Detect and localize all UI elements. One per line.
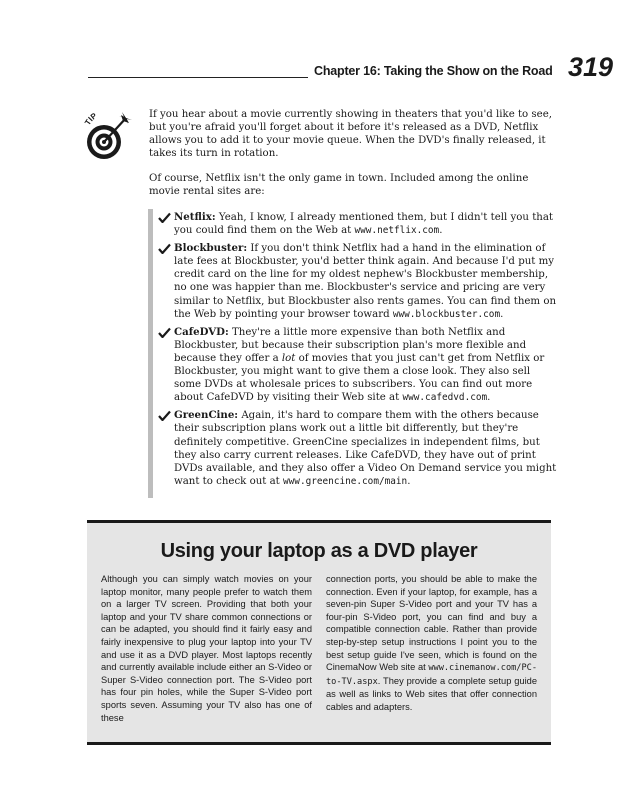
list-item-cafedvd: CafeDVD: They're a little more expensive than both Netflix and Blockbuster, but because their subscription plan's more flexible and because they offer a lot of movies that you just can't get from Netflix or Blockbuster, you might want to give them a close look. They also sell some DVDs at wholesale prices to subscribers. You can find out more about CafeDVD by visiting their Web site at www.cafedvd.com. [158, 326, 560, 405]
bullet-list-bar [148, 209, 153, 498]
svg-text:TIP [83, 111, 99, 127]
item-name: Blockbuster: [174, 242, 248, 255]
list-item-netflix: Netflix: Yeah, I know, I already mentioned them, but I didn't tell you that you could find them on the Web at www.netflix.com. [158, 211, 560, 237]
chapter-title: Chapter 16: Taking the Show on the Road [314, 64, 553, 78]
item-url: www.greencine.com/main [283, 475, 408, 487]
item-text: They're a little more expensive than both Netflix and Blockbuster, but because their subscription plan's more flexible and because they offer a [174, 326, 527, 364]
rental-sites-list [158, 211, 560, 493]
item-name: Netflix: [174, 211, 216, 223]
item-text: Yeah, I know, I already mentioned them, but I didn't tell you that you could find them on the Web at [174, 212, 554, 237]
header-rule [88, 77, 308, 78]
item-text: If you don't think Netflix had a hand in the elimination of late fees at Blockbuster, you'd better think again. And because I'd put my credit card on the line for my oldest nephew's Blockbuster membership, no one was happier than me. Blockbuster's service and pricing are very similar to Netflix, but Blockbuster also rents games. You can find them on the Web by pointing your browser toward [174, 243, 557, 320]
item-url: www.blockbuster.com [392, 308, 501, 320]
item-name: GreenCine: [174, 409, 239, 422]
sidebar-left-column: Although you can simply watch movies on your laptop monitor, many people prefer to watch them on a larger TV screen. Providing that both your laptop and your TV share common connections or can be adapted, you should find it fairly easy and fairly inexpensive to plug your laptop into your TV and use it as a DVD player. Most laptops recently and currently available include either an S-Video or Super S-Video connection port. The S-Video port has four pin holes, while the Super S-Video port sports seven. Assuming your TV also has one of these [101, 574, 312, 723]
checkmark-icon [158, 212, 171, 223]
intro-paragraph: Of course, Netflix isn't the only game in town. Included among the online movie rental sites are: [149, 173, 529, 198]
checkmark-icon [158, 243, 171, 254]
page-number: 319 [568, 52, 614, 82]
item-emphasis: lot [281, 352, 296, 364]
tip-paragraph: If you hear about a movie currently showing in theaters that you'd like to see, but you're afraid you'll forget about it before it's released as a DVD, Netflix allows you to add it to your movie queue. When the DVD's finally released, it takes its turn in rotation. [149, 109, 552, 160]
tip-target-icon [82, 106, 134, 166]
item-url: www.netflix.com [354, 225, 440, 237]
checkmark-icon [158, 327, 171, 338]
sidebar-box [87, 520, 551, 745]
list-item-greencine: GreenCine: Again, it's hard to compare them with the others because their subscription plans work out a little bit differently, but they're definitely competitive. GreenCine specializes in independent films, but they also carry current releases. Like CafeDVD, they have out of print DVDs available, and they also offer a Video On Demand service you might want to check out at www.greencine.com/main. [158, 409, 560, 488]
checkmark-icon [158, 410, 171, 421]
list-item-blockbuster: Blockbuster: If you don't think Netflix had a hand in the elimination of late fees at Blockbuster, you'd better think again. And because I'd put my credit card on the line for my oldest nephew's Blockbuster membership, no one was happier than me. Blockbuster's service and pricing are very similar to Netflix, but Blockbuster also rents games. You can find them on the Web by pointing your browser toward www.blockbuster.com. [158, 242, 560, 321]
item-text-continued: of movies that you just can't get from Netflix or Blockbuster, you might want to give them a close look. They also sell some DVDs at wholesale prices to subscribers. You can find out more about CafeDVD by visiting their Web site at [174, 352, 545, 404]
sidebar-url: www.cinemanow.com/PC-to-TV.aspx [326, 663, 537, 687]
sidebar-title: Using your laptop as a DVD player [160, 540, 478, 562]
tip-icon-label: TIP [83, 111, 99, 127]
item-url: www.cafedvd.com [402, 392, 488, 404]
item-text: Again, it's hard to compare them with the others because their subscription plans work out a little bit differently, but they're definitely competitive. GreenCine specializes in independent films, but they also carry current releases. Like CafeDVD, they have out of print DVDs available, and they also offer a Video On Demand service you might want to check out at [174, 410, 557, 487]
sidebar-right-column: connection ports, you should be able to make the connection. Even if your laptop, for example, has a seven-pin Super S-Video port and your TV has a four-pin S-Video port, you can find and buy a compatible connection cable. Rather than provide step-by-step setup instructions I point you to the best setup guide I've seen, which is found on the CinemaNow Web site at www.cinemanow.com/PC-to-TV.aspx. They provide a complete setup guide as well as links to Web sites that offer connection cables and adapters. [326, 574, 537, 712]
item-name: CafeDVD: [174, 325, 229, 338]
